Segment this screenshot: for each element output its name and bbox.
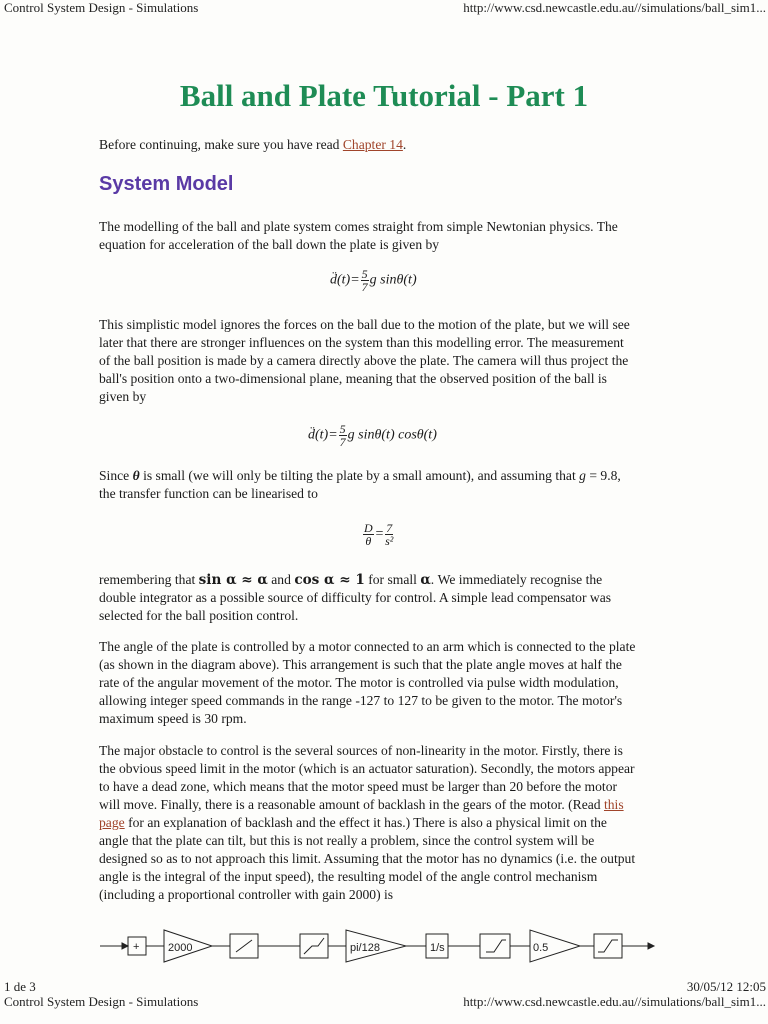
eq3-den: θ [365,534,372,548]
eq2-fraction [339,423,347,448]
input-arrow [122,943,128,949]
intro-text: Before continuing, make sure you have read [99,137,343,152]
deadzone-curve [304,938,324,954]
backlash-curve [486,940,506,952]
header-url: http://www.csd.newcastle.edu.au//simulations/ball_sim1... [463,0,766,15]
paragraph-obstacle [99,742,637,904]
intro-paragraph [99,136,637,154]
g-symbol: g [579,468,586,483]
eq1-rhs: g sinθ(t) [369,272,417,288]
header-title: Control System Design - Simulations [4,0,199,15]
paragraph-simplistic: This simplistic model ignores the forces on the ball due to the motion of the plate, but we will see later that there are stronger influences on the system than this modelling error. The measurement of the ball position is made by a camera directly above the plate. The camera will thus project the ball's position onto a two-dimensional plane, meaning that the observed position of the ball is given by [99,317,630,404]
para3-b: is small (we will only be tilting the plate by a small amount), and assuming that [139,468,580,483]
eq3-rhs-fraction [385,522,393,547]
page-number: 1 de 3 [4,979,36,994]
intro-end: . [402,137,407,152]
para3-a: Since [99,468,133,483]
integrator-label: 1/s [430,942,445,954]
next-header-title: Control System Design - Simulations [4,994,199,1009]
para4-b: and [267,572,295,587]
block-diagram [100,928,660,964]
paragraph-since [99,467,637,503]
chapter-14-link[interactable]: Chapter 14 [342,137,403,152]
this-page-link[interactable]: this page [99,797,624,830]
gain-1-label: 2000 [168,942,193,954]
para4-c: for small [364,572,421,587]
eq3-num2: 7 [386,521,393,535]
section-heading: System Model [99,173,234,195]
eq1-lhs: d̈(t)= [330,272,360,288]
print-date: 30/05/12 12:05 [686,979,766,994]
equation-projected [308,423,437,448]
gain-3-label: 0.5 [533,942,549,954]
sum-sign: + [133,941,140,953]
paragraph-modelling: The modelling of the ball and plate system comes straight from simple Newtonian physics. The equation for acceleration of the ball down the plate is given by [99,219,618,252]
eq2-den: 7 [339,435,346,449]
gain-2-label: pi/128 [350,942,380,954]
eq3-equals: = [374,526,385,542]
eq2-lhs: d̈(t)= [308,427,338,443]
limit-curve [598,940,618,952]
para4-a: remembering that [99,572,199,587]
equation-transfer-function [362,522,394,547]
para6-a: The major obstacle to control is the several sources of non-linearity in the motor. Firstly, there is the obvious speed limit in the motor (which is an actuator saturation). Secondly, the motors appear to have a dead zone, which means that the motor speed must be larger than 20 before the motor will move. Finally, there is a reasonable amount of backlash in the gears of the motor. (Read [99,743,635,812]
eq3-lhs-fraction [363,522,374,547]
eq1-num: 5 [361,267,368,281]
eq2-num: 5 [339,422,346,436]
output-arrow [648,943,654,949]
equation-acceleration [330,268,417,293]
sin-approx: sin α ≈ α [198,572,268,588]
para3-c: = 9.8, the transfer function can be linearised to [99,468,621,501]
eq3-den2: s² [385,534,394,548]
para4-d: . We immediately recognise the double integrator as a possible source of difficulty for control. A simple lead compensator was selected for the ball position control. [99,572,612,623]
eq1-fraction [361,268,369,293]
page-title: Ball and Plate Tutorial - Part 1 [179,78,589,113]
theta-symbol: θ [132,468,140,483]
para6-b: for an explanation of backlash and the effect it has.) There is also a physical limit on the angle that the plate can tilt, but this is not really a problem, since the control system will be designed so as to not approach this limit. Assuming that the motor has no dynamics (i.e. the output angle is the integral of the input speed), the resulting model of the angle control mechanism (including a proportional controller with gain 2000) is [99,815,636,902]
saturation-curve [236,940,252,952]
eq2-rhs: g sinθ(t) cosθ(t) [347,427,437,443]
backlash-block [480,934,510,958]
eq3-num: D [364,521,373,535]
paragraph-angle: The angle of the plate is controlled by a motor connected to an arm which is connected to the plate (as shown in the diagram above). This arrangement is such that the plate angle moves at half the rate of the angular movement of the motor. The motor is controlled via pulse width modulation, allowing integer speed commands in the range -127 to 127 to be given to the motor. The motor's maximum speed is 30 rpm. [99,639,636,726]
alpha-symbol: α [420,572,431,588]
eq1-den: 7 [361,280,368,294]
next-header-url: http://www.csd.newcastle.edu.au//simulations/ball_sim1... [463,994,766,1009]
paragraph-remembering [99,571,637,625]
cos-approx: cos α ≈ 1 [294,572,365,588]
